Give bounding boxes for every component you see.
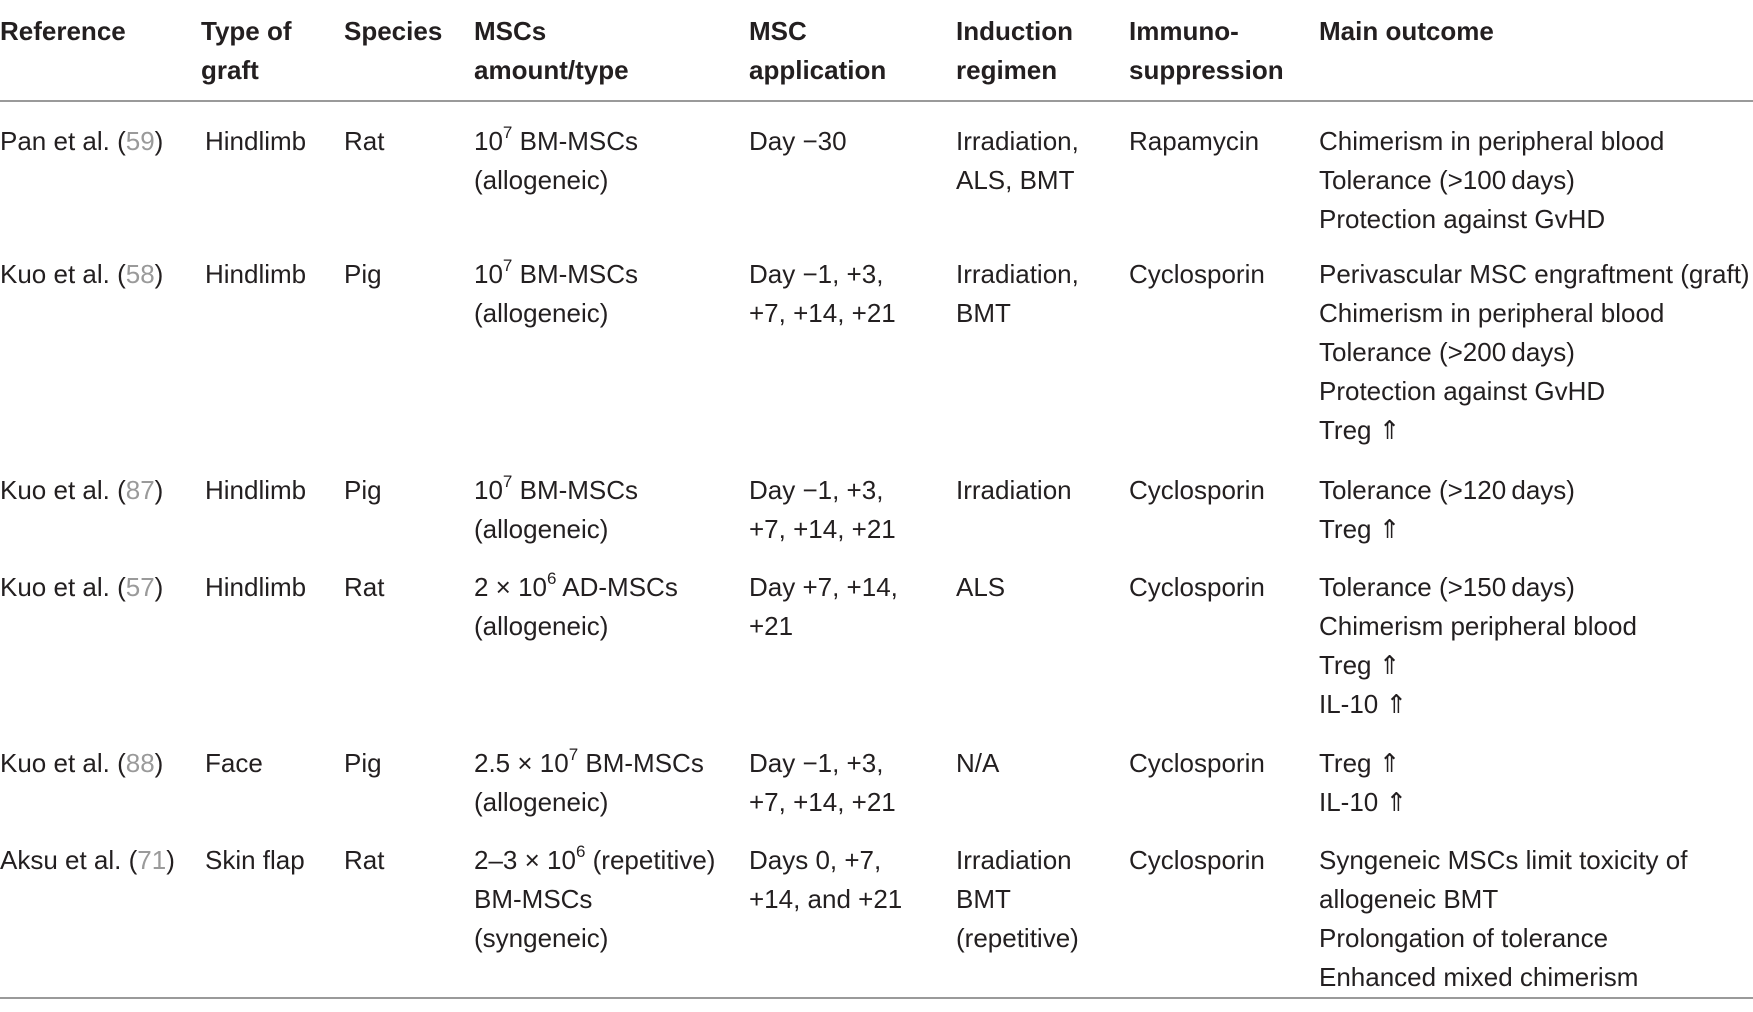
mscs-amount-type: BM-MSCs xyxy=(512,259,639,289)
immunosuppression-drug: Cyclosporin xyxy=(1129,259,1265,289)
cell-immunosuppression xyxy=(1129,552,1319,728)
cell-graft xyxy=(201,101,344,239)
mscs-amount-exponent: 6 xyxy=(575,842,586,862)
cell-immunosuppression xyxy=(1129,239,1319,455)
cell-application xyxy=(749,825,956,998)
cell-main-outcome xyxy=(1319,728,1753,825)
immunosuppression-drug: Cyclosporin xyxy=(1129,572,1265,602)
immunosuppression-drug: Cyclosporin xyxy=(1129,475,1265,505)
induction-line: ALS xyxy=(956,572,1006,602)
mscs-line-2: (allogeneic) xyxy=(474,514,609,544)
outcome-item: Perivascular MSC engraftment (graft) xyxy=(1319,259,1750,289)
header-species: Species xyxy=(344,0,474,101)
header-row xyxy=(0,0,1753,101)
reference-close: ) xyxy=(154,748,164,778)
reference-citation xyxy=(0,568,201,607)
reference-citation xyxy=(0,255,201,294)
reference-citation xyxy=(0,841,201,880)
mscs-amount-base: 2.5 × 10 xyxy=(474,748,569,778)
reference-number: 71 xyxy=(137,845,167,875)
mscs-amount-type: AD-MSCs xyxy=(556,572,678,602)
cell-application xyxy=(749,728,956,825)
graft-type: Skin flap xyxy=(205,845,305,875)
graft-type: Hindlimb xyxy=(205,572,307,602)
header-msc-application: MSC application xyxy=(749,0,956,101)
mscs-line-3: (syngeneic) xyxy=(474,923,609,953)
outcome-item: Treg ⇑ xyxy=(1319,650,1401,680)
outcome-item: Tolerance (>150 days) xyxy=(1319,572,1575,602)
outcome-item: Protection against GvHD xyxy=(1319,204,1606,234)
cell-reference xyxy=(0,101,201,239)
header-main-outcome: Main outcome xyxy=(1319,0,1753,101)
reference-number: 88 xyxy=(125,748,155,778)
cell-graft xyxy=(201,552,344,728)
outcome-item: Chimerism in peripheral blood xyxy=(1319,298,1665,328)
table-row xyxy=(0,728,1753,825)
outcome-item: IL-10 ⇑ xyxy=(1319,689,1408,719)
species-name: Pig xyxy=(344,259,382,289)
cell-mscs xyxy=(474,825,749,998)
reference-number: 57 xyxy=(125,572,155,602)
header-mscs-amount-type: MSCs amount/type xyxy=(474,0,749,101)
cell-mscs xyxy=(474,728,749,825)
application-line: Days 0, +7, xyxy=(749,845,882,875)
mscs-amount-base: 10 xyxy=(474,475,503,505)
species-name: Rat xyxy=(344,126,385,156)
reference-number: 59 xyxy=(125,126,155,156)
outcome-item: Protection against GvHD xyxy=(1319,376,1606,406)
application-line: +7, +14, +21 xyxy=(749,298,896,328)
table-row xyxy=(0,101,1753,239)
cell-graft xyxy=(201,239,344,455)
outcome-item: allogeneic BMT xyxy=(1319,884,1499,914)
table-body xyxy=(0,101,1753,998)
induction-line: N/A xyxy=(956,748,1000,778)
header-induction-regimen: Induction regimen xyxy=(956,0,1129,101)
outcome-item: Treg ⇑ xyxy=(1319,514,1401,544)
application-line: +7, +14, +21 xyxy=(749,514,896,544)
reference-author: Aksu et al. ( xyxy=(0,845,138,875)
induction-line: Irradiation, xyxy=(956,126,1079,156)
table-row xyxy=(0,552,1753,728)
mscs-amount-base: 10 xyxy=(474,126,503,156)
cell-graft xyxy=(201,825,344,998)
table-row xyxy=(0,825,1753,998)
immunosuppression-drug: Cyclosporin xyxy=(1129,748,1265,778)
graft-type: Hindlimb xyxy=(205,126,307,156)
cell-main-outcome xyxy=(1319,455,1753,552)
cell-main-outcome xyxy=(1319,101,1753,239)
induction-line: (repetitive) xyxy=(956,923,1079,953)
outcome-item: Prolongation of tolerance xyxy=(1319,923,1609,953)
outcome-item: Enhanced mixed chimerism xyxy=(1319,962,1639,992)
mscs-amount xyxy=(474,255,749,294)
cell-reference xyxy=(0,825,201,998)
table-row xyxy=(0,455,1753,552)
cell-reference xyxy=(0,239,201,455)
cell-species xyxy=(344,552,474,728)
induction-line: Irradiation, xyxy=(956,259,1079,289)
reference-author: Kuo et al. ( xyxy=(0,748,126,778)
induction-line: Irradiation xyxy=(956,475,1072,505)
induction-line: ALS, BMT xyxy=(956,165,1075,195)
outcome-item: IL-10 ⇑ xyxy=(1319,787,1408,817)
mscs-amount-exponent: 7 xyxy=(502,256,513,276)
cell-application xyxy=(749,455,956,552)
species-name: Pig xyxy=(344,748,382,778)
application-line: Day +7, +14, xyxy=(749,572,898,602)
reference-citation xyxy=(0,744,201,783)
cell-mscs xyxy=(474,101,749,239)
mscs-amount xyxy=(474,744,749,783)
species-name: Rat xyxy=(344,572,385,602)
outcome-item: Treg ⇑ xyxy=(1319,748,1401,778)
cell-reference xyxy=(0,728,201,825)
reference-close: ) xyxy=(154,475,164,505)
cell-species xyxy=(344,101,474,239)
table-row xyxy=(0,239,1753,455)
application-line: +7, +14, +21 xyxy=(749,787,896,817)
outcome-item: Treg ⇑ xyxy=(1319,415,1401,445)
mscs-line-2: (allogeneic) xyxy=(474,611,609,641)
reference-author: Pan et al. ( xyxy=(0,126,126,156)
application-line: Day −1, +3, xyxy=(749,259,884,289)
mscs-line-2: (allogeneic) xyxy=(474,165,609,195)
cell-main-outcome xyxy=(1319,239,1753,455)
outcome-item: Tolerance (>120 days) xyxy=(1319,475,1575,505)
reference-author: Kuo et al. ( xyxy=(0,475,126,505)
species-name: Rat xyxy=(344,845,385,875)
mscs-amount xyxy=(474,122,749,161)
cell-species xyxy=(344,455,474,552)
application-line: Day −30 xyxy=(749,126,847,156)
cell-immunosuppression xyxy=(1129,455,1319,552)
induction-line: BMT xyxy=(956,298,1011,328)
reference-close: ) xyxy=(154,126,164,156)
cell-main-outcome xyxy=(1319,825,1753,998)
mscs-amount-type: BM-MSCs xyxy=(512,475,639,505)
cell-species xyxy=(344,728,474,825)
application-line: Day −1, +3, xyxy=(749,748,884,778)
header-type-of-graft: Type of graft xyxy=(201,0,344,101)
mscs-amount-base: 2–3 × 10 xyxy=(474,845,576,875)
reference-author: Kuo et al. ( xyxy=(0,259,126,289)
outcome-item: Chimerism in peripheral blood xyxy=(1319,126,1665,156)
graft-type: Hindlimb xyxy=(205,259,307,289)
graft-type: Hindlimb xyxy=(205,475,307,505)
reference-author: Kuo et al. ( xyxy=(0,572,126,602)
cell-reference xyxy=(0,455,201,552)
reference-citation xyxy=(0,471,201,510)
table-header xyxy=(0,0,1753,101)
reference-number: 87 xyxy=(125,475,155,505)
reference-close: ) xyxy=(154,259,164,289)
cell-species xyxy=(344,825,474,998)
mscs-amount-type: BM-MSCs xyxy=(512,126,639,156)
cell-graft xyxy=(201,728,344,825)
mscs-amount-exponent: 7 xyxy=(568,745,579,765)
cell-induction xyxy=(956,552,1129,728)
cell-graft xyxy=(201,455,344,552)
species-name: Pig xyxy=(344,475,382,505)
cell-application xyxy=(749,239,956,455)
outcome-item: Syngeneic MSCs limit toxicity of xyxy=(1319,845,1688,875)
immunosuppression-drug: Cyclosporin xyxy=(1129,845,1265,875)
reference-citation xyxy=(0,122,201,161)
application-line: +21 xyxy=(749,611,794,641)
cell-reference xyxy=(0,552,201,728)
cell-application xyxy=(749,101,956,239)
cell-mscs xyxy=(474,455,749,552)
mscs-amount-type: BM-MSCs xyxy=(578,748,704,778)
mscs-amount-type: (repetitive) xyxy=(585,845,716,875)
reference-number: 58 xyxy=(125,259,155,289)
cell-induction xyxy=(956,728,1129,825)
cell-main-outcome xyxy=(1319,552,1753,728)
cell-induction xyxy=(956,455,1129,552)
outcome-item: Tolerance (>200 days) xyxy=(1319,337,1575,367)
cell-induction xyxy=(956,101,1129,239)
cell-mscs xyxy=(474,239,749,455)
reference-close: ) xyxy=(166,845,175,875)
application-line: Day −1, +3, xyxy=(749,475,884,505)
cell-induction xyxy=(956,825,1129,998)
induction-line: Irradiation xyxy=(956,845,1072,875)
mscs-line-2: BM-MSCs xyxy=(474,884,593,914)
mscs-amount xyxy=(474,568,749,607)
cell-immunosuppression xyxy=(1129,728,1319,825)
mscs-line-2: (allogeneic) xyxy=(474,787,609,817)
header-immunosuppression: Immuno- suppression xyxy=(1129,0,1319,101)
cell-immunosuppression xyxy=(1129,101,1319,239)
cell-species xyxy=(344,239,474,455)
outcome-item: Tolerance (>100 days) xyxy=(1319,165,1575,195)
graft-type: Face xyxy=(205,748,263,778)
induction-line: BMT xyxy=(956,884,1011,914)
mscs-amount-exponent: 7 xyxy=(502,472,513,492)
mscs-line-2: (allogeneic) xyxy=(474,298,609,328)
mscs-amount xyxy=(474,471,749,510)
mscs-amount-base: 2 × 10 xyxy=(474,572,548,602)
cell-mscs xyxy=(474,552,749,728)
mscs-amount-base: 10 xyxy=(474,259,503,289)
mscs-amount-exponent: 6 xyxy=(547,569,557,589)
mscs-amount xyxy=(474,841,749,880)
header-reference: Reference xyxy=(0,0,201,101)
cell-induction xyxy=(956,239,1129,455)
cell-immunosuppression xyxy=(1129,825,1319,998)
cell-application xyxy=(749,552,956,728)
application-line: +14, and +21 xyxy=(749,884,903,914)
reference-close: ) xyxy=(154,572,164,602)
outcome-item: Chimerism peripheral blood xyxy=(1319,611,1637,641)
mscs-amount-exponent: 7 xyxy=(502,123,513,143)
immunosuppression-drug: Rapamycin xyxy=(1129,126,1260,156)
